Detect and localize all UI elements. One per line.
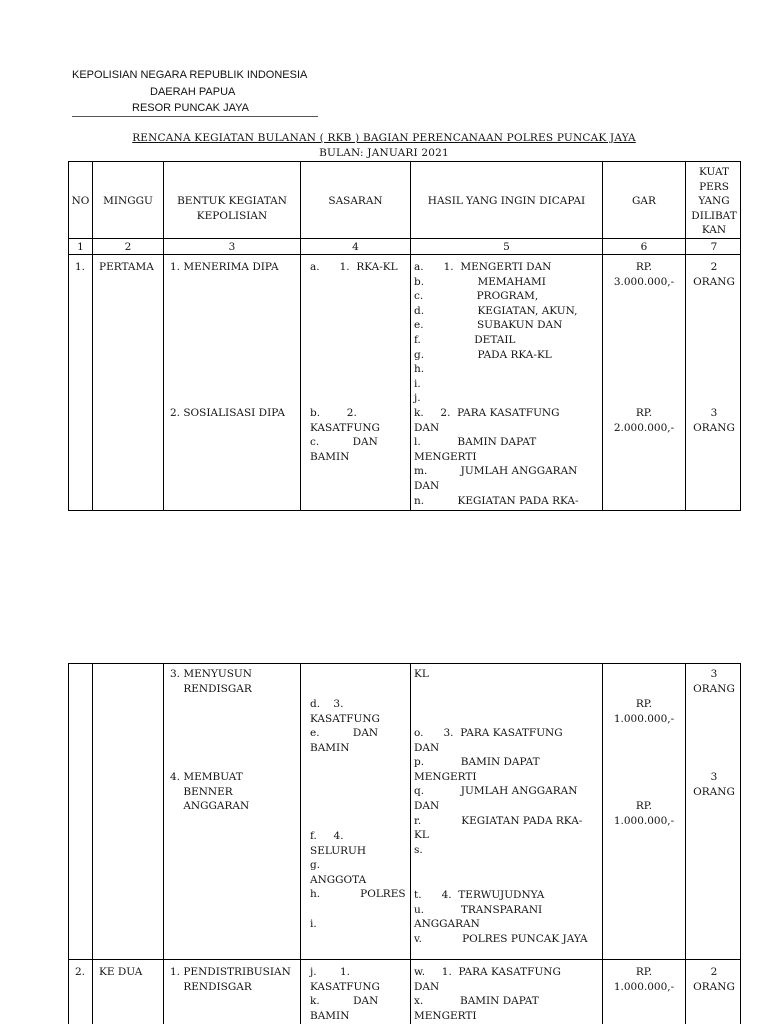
cell-line: d. 3. bbox=[310, 698, 344, 710]
cell-line: RP. bbox=[635, 261, 653, 273]
col-header-no: NO bbox=[71, 195, 90, 207]
col-number: 4 bbox=[352, 241, 359, 253]
cell-line: o. 3. PARA KASATFUNG bbox=[414, 727, 563, 739]
kuat-personel bbox=[686, 667, 742, 696]
cell-line: u. TRANSPARANI bbox=[414, 903, 543, 916]
cell-line: a. 1. MENGERTI DAN bbox=[414, 261, 552, 273]
cell-line: f. 4. bbox=[310, 830, 344, 842]
col-number: 6 bbox=[640, 241, 648, 253]
kegiatan-item bbox=[170, 965, 291, 994]
document-subtitle: BULAN: JANUARI 2021 bbox=[319, 147, 449, 159]
kuat-personel bbox=[686, 965, 742, 994]
cell-line: RP. bbox=[635, 966, 653, 978]
cell-line bbox=[310, 902, 406, 917]
cell-line: BAMIN bbox=[310, 1009, 350, 1022]
kegiatan-item bbox=[170, 406, 285, 421]
sasaran-item bbox=[310, 697, 380, 755]
hasil-item bbox=[414, 260, 577, 406]
col-number: 3 bbox=[228, 241, 236, 253]
col-number: 5 bbox=[503, 241, 510, 253]
cell-line: ORANG bbox=[693, 682, 735, 695]
cell-line: KL bbox=[414, 829, 429, 842]
cell-line: KASATFUNG bbox=[310, 421, 380, 434]
col-header-hasil: HASIL YANG INGIN DICAPAI bbox=[427, 195, 586, 207]
kuat-personel bbox=[686, 770, 742, 799]
cell-line: c. PROGRAM, bbox=[414, 290, 539, 303]
cell-line: h. POLRES bbox=[310, 888, 406, 901]
gar-amount bbox=[603, 406, 685, 435]
cell-line: t. 4. TERWUJUDNYA bbox=[414, 889, 545, 901]
col-number: 1 bbox=[77, 241, 84, 253]
hasil-item bbox=[414, 406, 579, 508]
cell-line: f. DETAIL bbox=[414, 333, 516, 346]
cell-line: RENDISGAR bbox=[170, 682, 252, 695]
cell-line: ORANG bbox=[693, 785, 735, 798]
cell-line: p. BAMIN DAPAT bbox=[414, 756, 540, 769]
gar-amount bbox=[603, 965, 685, 994]
row-minggu: KE DUA bbox=[99, 966, 143, 978]
org-name-line3: RESOR PUNCAK JAYA bbox=[132, 102, 249, 114]
sasaran-item bbox=[310, 406, 380, 464]
kuat-personel bbox=[686, 406, 742, 435]
cell-line: i. bbox=[310, 917, 317, 930]
cell-line: q. JUMLAH ANGGARAN bbox=[414, 785, 578, 798]
gar-amount bbox=[603, 799, 685, 828]
col-header-sasaran: SASARAN bbox=[328, 195, 383, 207]
cell-line: b. MEMAHAMI bbox=[414, 275, 546, 288]
cell-line: 3 bbox=[710, 668, 718, 680]
cell-line: n. KEGIATAN PADA RKA- bbox=[414, 494, 579, 507]
cell-line: 1. PENDISTRIBUSIAN bbox=[170, 966, 291, 978]
col-number: 7 bbox=[710, 241, 718, 253]
cell-line: c. DAN bbox=[310, 436, 378, 449]
cell-line: b. 2. bbox=[310, 407, 357, 419]
kegiatan-item bbox=[170, 770, 249, 814]
cell-line: RP. bbox=[635, 407, 653, 419]
cell-line: 3.000.000,- bbox=[613, 275, 675, 288]
cell-line: a. 1. RKA-KL bbox=[310, 261, 398, 273]
cell-line: s. bbox=[414, 843, 423, 856]
cell-line: m. JUMLAH ANGGARAN bbox=[414, 465, 578, 478]
sasaran-item bbox=[310, 829, 406, 931]
col-number: 2 bbox=[124, 241, 132, 253]
cell-line: KASATFUNG bbox=[310, 712, 380, 725]
cell-line: RENDISGAR bbox=[170, 980, 252, 993]
cell-line: 2 bbox=[710, 261, 718, 273]
cell-line: 1.000.000,- bbox=[613, 814, 675, 827]
hasil-item bbox=[414, 726, 582, 857]
cell-line: DAN bbox=[414, 799, 440, 812]
cell-line: j. 1. bbox=[310, 966, 350, 978]
cell-line: 2.000.000,- bbox=[613, 421, 675, 434]
cell-line: ORANG bbox=[693, 275, 735, 288]
cell-line: DAN bbox=[414, 741, 440, 754]
cell-line: BAMIN bbox=[310, 450, 350, 463]
cell-line: 3 bbox=[710, 771, 718, 783]
hasil-item bbox=[414, 965, 561, 1023]
cell-line: DAN bbox=[414, 479, 440, 492]
cell-line: KASATFUNG bbox=[310, 980, 380, 993]
cell-line: 1. MENERIMA DIPA bbox=[170, 261, 279, 273]
col-header-minggu: MINGGU bbox=[103, 195, 153, 207]
kegiatan-item bbox=[170, 260, 279, 275]
cell-line: d. KEGIATAN, AKUN, bbox=[414, 304, 578, 317]
cell-line: 3 bbox=[710, 407, 718, 419]
cell-line: j. bbox=[414, 392, 421, 405]
kuat-personel bbox=[686, 260, 742, 289]
cell-line: RP. bbox=[635, 698, 653, 710]
cell-line: RP. bbox=[635, 800, 653, 812]
row-minggu: PERTAMA bbox=[99, 261, 154, 273]
cell-line: DAN bbox=[414, 421, 440, 434]
cell-line: 1.000.000,- bbox=[613, 712, 675, 725]
cell-line: MENGERTI bbox=[414, 770, 477, 783]
cell-line: g. PADA RKA-KL bbox=[414, 348, 552, 361]
cell-line: k. DAN bbox=[310, 995, 379, 1008]
cell-line: i. bbox=[414, 377, 421, 390]
rkb-table-page-1 bbox=[68, 161, 741, 511]
cell-line: ANGGARAN bbox=[414, 918, 480, 931]
gar-amount bbox=[603, 697, 685, 726]
sasaran-item bbox=[310, 260, 398, 275]
cell-line: 1.000.000,- bbox=[613, 980, 675, 993]
col-header-bentuk: BENTUK KEGIATAN KEPOLISIAN bbox=[177, 195, 287, 222]
cell-line: e. SUBAKUN DAN bbox=[414, 319, 563, 332]
org-name-line1: KEPOLISIAN NEGARA REPUBLIK INDONESIA bbox=[72, 69, 308, 81]
kegiatan-item bbox=[170, 667, 252, 696]
cell-line: v. POLRES PUNCAK JAYA bbox=[414, 932, 588, 945]
cell-line: DAN bbox=[414, 980, 440, 993]
cell-line: h. bbox=[414, 363, 425, 376]
row-no: 1. bbox=[75, 261, 86, 273]
col-header-gar: GAR bbox=[632, 195, 656, 207]
cell-line: MENGERTI bbox=[414, 450, 477, 463]
org-name-line2: DAERAH PAPUA bbox=[150, 86, 236, 98]
cell-line: ANGGOTA bbox=[310, 873, 367, 886]
cell-line: g. bbox=[310, 859, 321, 872]
cell-line: r. KEGIATAN PADA RKA- bbox=[414, 814, 583, 827]
cell-line: 2 bbox=[710, 966, 718, 978]
cell-line: e. DAN bbox=[310, 727, 379, 740]
cell-line: ORANG bbox=[693, 421, 735, 434]
hasil-item bbox=[414, 667, 429, 682]
cell-line: ANGGARAN bbox=[170, 800, 250, 813]
cell-line: w. 1. PARA KASATFUNG bbox=[414, 966, 561, 978]
row-no: 2. bbox=[75, 966, 86, 978]
cell-line: SELURUH bbox=[310, 844, 367, 857]
document-title: RENCANA KEGIATAN BULANAN ( RKB ) BAGIAN PERENCANAAN POLRES PUNCAK JAYA bbox=[132, 132, 636, 144]
cell-line: x. BAMIN DAPAT bbox=[414, 995, 539, 1008]
header-underline bbox=[72, 116, 318, 117]
hasil-item bbox=[414, 888, 588, 946]
cell-line: MENGERTI bbox=[414, 1009, 477, 1022]
cell-line: ORANG bbox=[693, 980, 735, 993]
cell-line: k. 2. PARA KASATFUNG bbox=[414, 407, 560, 419]
gar-amount bbox=[603, 260, 685, 289]
cell-line: l. BAMIN DAPAT bbox=[414, 436, 537, 449]
cell-line: BENNER bbox=[170, 785, 233, 798]
rkb-table-page-2 bbox=[68, 663, 741, 1024]
sasaran-item bbox=[310, 965, 380, 1023]
cell-line: 3. MENYUSUN bbox=[170, 668, 252, 680]
col-header-kuat: KUAT PERS YANG DILIBAT KAN bbox=[691, 166, 737, 237]
cell-line: 2. SOSIALISASI DIPA bbox=[170, 407, 285, 419]
cell-line: 4. MEMBUAT bbox=[170, 771, 243, 783]
cell-line: BAMIN bbox=[310, 741, 350, 754]
cell-line: KL bbox=[414, 668, 429, 680]
